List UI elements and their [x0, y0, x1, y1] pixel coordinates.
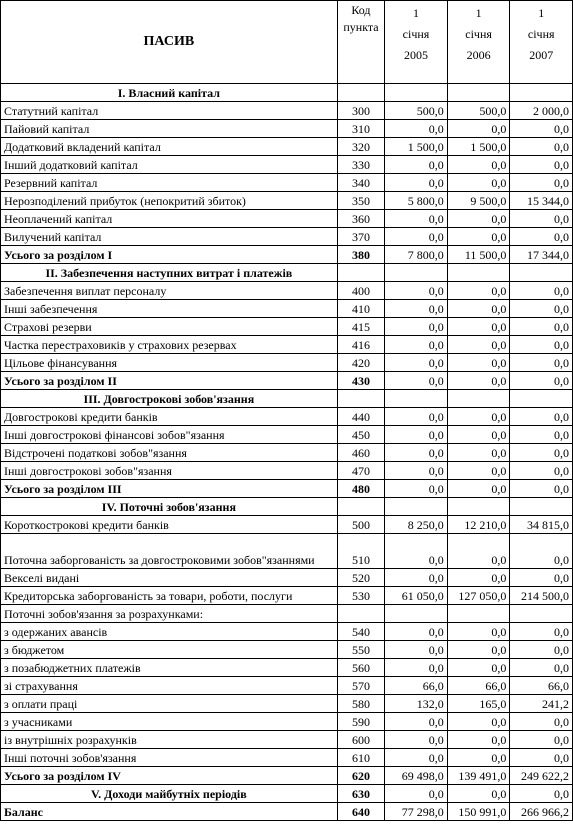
row-value-2005: 0,0 [385, 623, 448, 641]
row-code [337, 605, 384, 623]
row-value-2005: 0,0 [385, 228, 448, 246]
row-value-2007: 0,0 [510, 372, 573, 390]
section-title: ІІ. Забезпечення наступних витрат і платежів [1, 264, 338, 282]
date-day: 1 [475, 6, 482, 20]
empty-cell [337, 264, 384, 282]
row-value-2007: 0,0 [510, 480, 573, 498]
row-value-2005: 0,0 [385, 785, 448, 803]
row-value-2007: 241,2 [510, 695, 573, 713]
row-value-2006: 0,0 [447, 641, 510, 659]
row-value-2006: 0,0 [447, 534, 510, 569]
row-label: Нерозподілений прибуток (непокритий збиток) [1, 192, 338, 210]
row-value-2005: 77 298,0 [385, 803, 448, 821]
row-value-2007: 34 815,0 [510, 516, 573, 534]
row-label: Усього за розділом І [1, 246, 338, 264]
empty-cell [385, 390, 448, 408]
table-row [1, 174, 573, 192]
table-row [1, 318, 573, 336]
row-code: 530 [337, 587, 384, 605]
row-value-2007: 0,0 [510, 228, 573, 246]
table-row [1, 138, 573, 156]
row-label: Усього за розділом IV [1, 767, 338, 785]
row-value-2006: 150 991,0 [447, 803, 510, 821]
row-code: 340 [337, 174, 384, 192]
row-code: 520 [337, 569, 384, 587]
row-code: 630 [337, 785, 384, 803]
code-label-line1: Код [351, 3, 371, 17]
row-value-2006: 0,0 [447, 444, 510, 462]
row-value-2007: 15 344,0 [510, 192, 573, 210]
row-code: 610 [337, 749, 384, 767]
table-row [1, 516, 573, 534]
row-label: Статутний капітал [1, 102, 338, 120]
row-value-2006: 12 210,0 [447, 516, 510, 534]
section-title: І. Власний капітал [1, 84, 338, 102]
row-value-2005: 0,0 [385, 372, 448, 390]
row-label: зі страхування [1, 677, 338, 695]
row-code: 640 [337, 803, 384, 821]
row-value-2006: 0,0 [447, 228, 510, 246]
row-code: 560 [337, 659, 384, 677]
row-value-2005: 0,0 [385, 534, 448, 569]
date-column-header-2006 [447, 1, 510, 84]
empty-cell [385, 498, 448, 516]
row-label: Усього за розділом ІІ [1, 372, 338, 390]
date-month: січня [527, 27, 555, 41]
table-row [1, 228, 573, 246]
table-row [1, 587, 573, 605]
row-value-2007: 249 622,2 [510, 767, 573, 785]
row-value-2006: 0,0 [447, 426, 510, 444]
row-value-2005: 0,0 [385, 174, 448, 192]
row-code: 400 [337, 282, 384, 300]
row-code: 540 [337, 623, 384, 641]
row-value-2005: 0,0 [385, 426, 448, 444]
row-label: з одержаних авансів [1, 623, 338, 641]
table-row [1, 534, 573, 569]
row-value-2005: 0,0 [385, 462, 448, 480]
row-code: 410 [337, 300, 384, 318]
row-value-2005: 500,0 [385, 102, 448, 120]
row-value-2005: 0,0 [385, 120, 448, 138]
empty-cell [447, 264, 510, 282]
row-value-2006: 0,0 [447, 210, 510, 228]
row-value-2007: 0,0 [510, 282, 573, 300]
row-value-2005: 0,0 [385, 156, 448, 174]
row-label: Цільове фінансування [1, 354, 338, 372]
row-label: Частка перестраховиків у страхових резервах [1, 336, 338, 354]
row-value-2006: 0,0 [447, 408, 510, 426]
table-row [1, 623, 573, 641]
row-label: Кредиторська заборгованість за товари, роботи, послуги [1, 587, 338, 605]
row-code: 600 [337, 731, 384, 749]
section-5-row [1, 785, 573, 803]
row-value-2006: 0,0 [447, 480, 510, 498]
table-row [1, 749, 573, 767]
row-value-2006: 0,0 [447, 785, 510, 803]
row-value-2005: 0,0 [385, 749, 448, 767]
row-value-2007: 0,0 [510, 300, 573, 318]
row-value-2005: 5 800,0 [385, 192, 448, 210]
row-code: 470 [337, 462, 384, 480]
row-code: 360 [337, 210, 384, 228]
row-value-2006: 0,0 [447, 282, 510, 300]
row-label: з бюджетом [1, 641, 338, 659]
row-code: 310 [337, 120, 384, 138]
row-value-2007: 0,0 [510, 534, 573, 569]
row-value-2005: 0,0 [385, 300, 448, 318]
row-value-2007: 266 966,2 [510, 803, 573, 821]
date-day: 1 [538, 6, 545, 20]
empty-cell [510, 264, 573, 282]
section-header-row [1, 390, 573, 408]
row-value-2006: 0,0 [447, 336, 510, 354]
row-value-2007: 0,0 [510, 174, 573, 192]
row-value-2005: 0,0 [385, 569, 448, 587]
date-column-header-2007 [510, 1, 573, 84]
empty-cell [510, 84, 573, 102]
empty-cell [337, 84, 384, 102]
row-value-2006: 0,0 [447, 156, 510, 174]
empty-cell [337, 390, 384, 408]
row-code: 510 [337, 534, 384, 569]
row-value-2007: 0,0 [510, 426, 573, 444]
table-row [1, 713, 573, 731]
row-value-2007: 214 500,0 [510, 587, 573, 605]
row-value-2006: 0,0 [447, 318, 510, 336]
table-row [1, 605, 573, 623]
table-title: ПАСИВ [1, 1, 338, 84]
row-label: із внутрішніх розрахунків [1, 731, 338, 749]
row-label: Інші довгострокові фінансові зобов"язання [1, 426, 338, 444]
section-title: V. Доходи майбутніх періодів [1, 785, 338, 803]
table-row [1, 120, 573, 138]
row-value-2006: 66,0 [447, 677, 510, 695]
row-value-2006: 500,0 [447, 102, 510, 120]
row-code: 570 [337, 677, 384, 695]
table-row [1, 641, 573, 659]
row-value-2007: 0,0 [510, 623, 573, 641]
row-value-2006: 127 050,0 [447, 587, 510, 605]
table-body [1, 1, 573, 821]
row-label: Страхові резерви [1, 318, 338, 336]
row-value-2007: 0,0 [510, 713, 573, 731]
row-value-2005: 0,0 [385, 354, 448, 372]
row-value-2006: 0,0 [447, 372, 510, 390]
row-code: 330 [337, 156, 384, 174]
table-row [1, 444, 573, 462]
row-value-2007: 0,0 [510, 659, 573, 677]
row-value-2007: 0,0 [510, 210, 573, 228]
row-value-2006: 0,0 [447, 300, 510, 318]
row-value-2005: 0,0 [385, 659, 448, 677]
empty-cell [510, 498, 573, 516]
row-label: з оплати праці [1, 695, 338, 713]
row-value-2006: 11 500,0 [447, 246, 510, 264]
row-value-2005: 8 250,0 [385, 516, 448, 534]
row-value-2005: 7 800,0 [385, 246, 448, 264]
row-value-2005: 0,0 [385, 282, 448, 300]
table-row [1, 695, 573, 713]
header-row [1, 1, 573, 84]
row-value-2005: 0,0 [385, 408, 448, 426]
row-label: Неоплачений капітал [1, 210, 338, 228]
row-value-2005: 0,0 [385, 210, 448, 228]
section-header-row [1, 84, 573, 102]
code-column-header [337, 1, 384, 84]
row-code: 500 [337, 516, 384, 534]
section-total-row [1, 767, 573, 785]
row-value-2006: 139 491,0 [447, 767, 510, 785]
table-row [1, 731, 573, 749]
row-value-2007: 0,0 [510, 318, 573, 336]
row-label: Інші довгострокові зобов"язання [1, 462, 338, 480]
row-value-2005: 61 050,0 [385, 587, 448, 605]
table-row [1, 462, 573, 480]
section-total-row [1, 480, 573, 498]
row-value-2006 [447, 605, 510, 623]
row-code: 620 [337, 767, 384, 785]
table-row [1, 156, 573, 174]
section-header-row [1, 498, 573, 516]
row-code: 370 [337, 228, 384, 246]
table-row [1, 659, 573, 677]
table-row [1, 336, 573, 354]
row-value-2005: 69 498,0 [385, 767, 448, 785]
table-row [1, 192, 573, 210]
row-label: Пайовий капітал [1, 120, 338, 138]
row-label: Вилучений капітал [1, 228, 338, 246]
empty-cell [385, 84, 448, 102]
row-value-2006: 0,0 [447, 569, 510, 587]
row-label: Інший додатковий капітал [1, 156, 338, 174]
row-value-2007: 66,0 [510, 677, 573, 695]
row-code: 430 [337, 372, 384, 390]
row-label: Усього за розділом ІІІ [1, 480, 338, 498]
empty-cell [447, 390, 510, 408]
date-year: 2007 [529, 48, 554, 62]
row-code: 420 [337, 354, 384, 372]
table-row [1, 282, 573, 300]
section-total-row [1, 246, 573, 264]
row-label: Векселі видані [1, 569, 338, 587]
row-value-2006: 0,0 [447, 120, 510, 138]
row-value-2006: 0,0 [447, 354, 510, 372]
row-value-2007: 0,0 [510, 462, 573, 480]
row-value-2005: 0,0 [385, 713, 448, 731]
table-row [1, 569, 573, 587]
row-value-2007: 0,0 [510, 749, 573, 767]
row-value-2006: 0,0 [447, 462, 510, 480]
date-column-header-2005 [385, 1, 448, 84]
row-label: Поточні зобов'язання за розрахунками: [1, 605, 338, 623]
empty-cell [447, 84, 510, 102]
row-value-2005: 1 500,0 [385, 138, 448, 156]
row-value-2006: 0,0 [447, 623, 510, 641]
row-code: 300 [337, 102, 384, 120]
empty-cell [337, 498, 384, 516]
row-value-2006: 0,0 [447, 731, 510, 749]
table-row [1, 102, 573, 120]
row-value-2007: 0,0 [510, 444, 573, 462]
row-value-2006: 0,0 [447, 659, 510, 677]
row-value-2005: 0,0 [385, 480, 448, 498]
row-value-2007: 0,0 [510, 641, 573, 659]
section-header-row [1, 264, 573, 282]
code-label-line2: пункта [343, 20, 379, 34]
row-label: Довгострокові кредити банків [1, 408, 338, 426]
date-month: січня [402, 27, 430, 41]
balance-total-row [1, 803, 573, 821]
row-value-2007: 2 000,0 [510, 102, 573, 120]
row-value-2007: 0,0 [510, 731, 573, 749]
row-value-2005: 0,0 [385, 731, 448, 749]
row-value-2007: 0,0 [510, 785, 573, 803]
row-value-2006: 9 500,0 [447, 192, 510, 210]
row-code: 590 [337, 713, 384, 731]
row-value-2007: 0,0 [510, 569, 573, 587]
row-label: Додатковий вкладений капітал [1, 138, 338, 156]
row-value-2006: 1 500,0 [447, 138, 510, 156]
row-value-2005: 132,0 [385, 695, 448, 713]
row-label: Короткострокові кредити банків [1, 516, 338, 534]
empty-cell [510, 390, 573, 408]
row-value-2005: 0,0 [385, 641, 448, 659]
table-row [1, 354, 573, 372]
date-day: 1 [413, 6, 419, 20]
row-value-2005: 0,0 [385, 336, 448, 354]
table-row [1, 677, 573, 695]
row-code: 350 [337, 192, 384, 210]
table-row [1, 300, 573, 318]
date-month: січня [465, 27, 492, 41]
row-code: 320 [337, 138, 384, 156]
row-value-2005: 0,0 [385, 318, 448, 336]
row-code: 440 [337, 408, 384, 426]
row-label: Резервний капітал [1, 174, 338, 192]
row-value-2007: 0,0 [510, 156, 573, 174]
row-label: Забезпечення виплат персоналу [1, 282, 338, 300]
row-value-2006: 0,0 [447, 713, 510, 731]
row-label: Відстрочені податкові зобов"язання [1, 444, 338, 462]
section-title: ІІІ. Довгострокові зобов'язання [1, 390, 338, 408]
row-code: 415 [337, 318, 384, 336]
row-value-2007: 17 344,0 [510, 246, 573, 264]
row-code: 580 [337, 695, 384, 713]
row-value-2007: 0,0 [510, 354, 573, 372]
row-code: 480 [337, 480, 384, 498]
row-label: Інші поточні зобов'язання [1, 749, 338, 767]
row-value-2005: 0,0 [385, 444, 448, 462]
row-label: з учасниками [1, 713, 338, 731]
row-code: 550 [337, 641, 384, 659]
section-title: IV. Поточні зобов'язання [1, 498, 338, 516]
table-row [1, 426, 573, 444]
row-label: Інші забезпечення [1, 300, 338, 318]
section-total-row [1, 372, 573, 390]
empty-cell [447, 498, 510, 516]
table-row [1, 210, 573, 228]
row-value-2006: 165,0 [447, 695, 510, 713]
row-value-2006: 0,0 [447, 749, 510, 767]
empty-cell [385, 264, 448, 282]
row-code: 450 [337, 426, 384, 444]
row-value-2005 [385, 605, 448, 623]
table-row [1, 408, 573, 426]
row-value-2005: 66,0 [385, 677, 448, 695]
row-code: 416 [337, 336, 384, 354]
row-code: 460 [337, 444, 384, 462]
row-value-2007: 0,0 [510, 336, 573, 354]
row-value-2006: 0,0 [447, 174, 510, 192]
row-code: 380 [337, 246, 384, 264]
row-value-2007: 0,0 [510, 408, 573, 426]
row-value-2007: 0,0 [510, 120, 573, 138]
row-label: Баланс [1, 803, 338, 821]
row-label: Поточна заборгованість за довгостроковими зобов"язаннями [1, 534, 338, 569]
date-year: 2006 [466, 48, 491, 62]
row-value-2007: 0,0 [510, 138, 573, 156]
date-year: 2005 [404, 48, 428, 62]
row-value-2007 [510, 605, 573, 623]
row-label: з позабюджетних платежів [1, 659, 338, 677]
